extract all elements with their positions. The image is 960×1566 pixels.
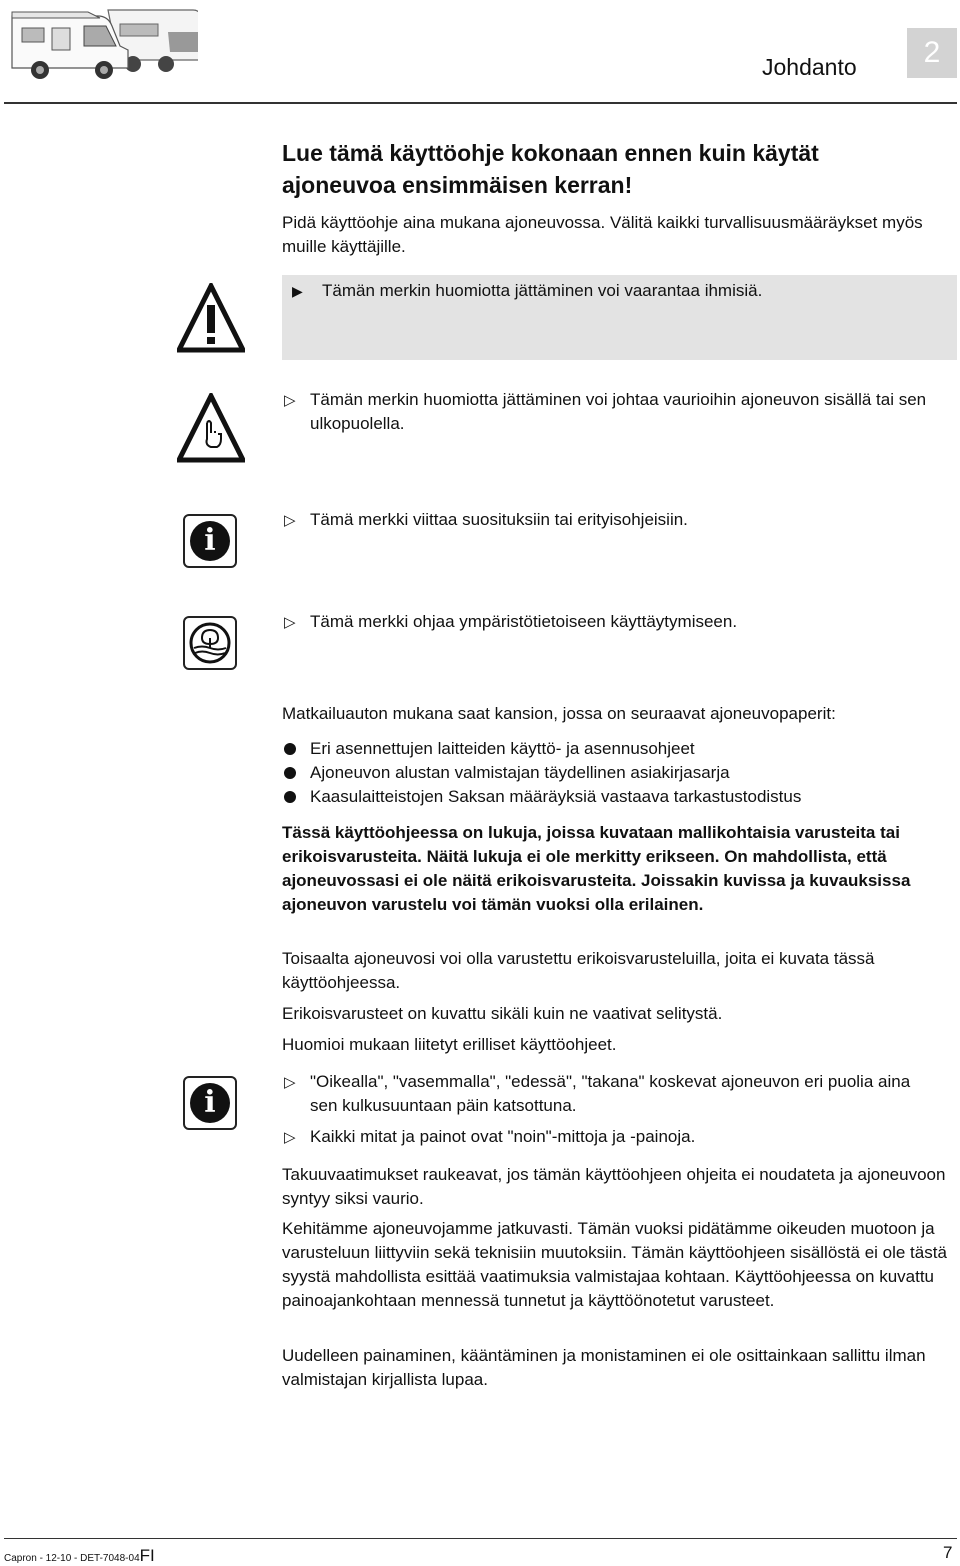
chapter-title: Johdanto [762,54,857,80]
intro-paragraph: Pidä käyttöohje aina mukana ajoneuvossa. Välitä kaikki turvallisuusmääräykset myös muille käyttäjille. [282,213,923,256]
intro-heading: Lue tämä käyttöohje kokonaan ennen kuin käytät ajoneuvoa ensimmäisen kerran! [282,140,819,198]
page-number: 7 [943,1543,953,1562]
header-rule [4,102,957,104]
triangle-icon: ▷ [284,1074,296,1091]
footer-doc-code: Capron - 12-10 - DET-7048-04 [4,1553,140,1564]
triangle-icon: ▷ [284,1129,296,1146]
list-item: Eri asennettujen laitteiden käyttö- ja asennusohjeet [310,739,695,758]
caution-text: Tämän merkin huomiotta jättäminen voi johtaa vaurioihin ajoneuvon sisällä tai sen ulkopuolella. [310,390,927,433]
paragraph: Toisaalta ajoneuvosi voi olla varustettu erikoisvarusteluilla, joita ei kuvata tässä käyttöohjeessa. [282,949,875,992]
warning-icon [177,283,245,353]
triangle-icon: ▷ [284,614,296,631]
paragraph: Uudelleen painaminen, kääntäminen ja monistaminen ei ole osittainkaan sallittu ilman valmistajan kirjallista lupaa. [282,1346,926,1389]
paragraph: Huomioi mukaan liitetyt erilliset käyttöohjeet. [282,1035,617,1054]
bold-paragraph: Tässä käyttöohjeessa on lukuja, joissa kuvataan mallikohtaisia varusteita tai erikoisvarusteita. Näitä lukuja ei ole merkitty erikseen. On mahdollista, että ajoneuvossasi ei ole näitä erikoisvarusteita. Joissakin kuvissa ja kuvauksissa ajoneuvon varustelu voi tämän vuoksi olla erilainen. [282,823,911,914]
note-text: Kaikki mitat ja painot ovat "noin"-mittoja ja -painoja. [310,1127,696,1146]
footer-rule [4,1538,957,1539]
caution-hand-icon [177,393,245,463]
environment-icon [183,616,237,670]
paragraph: Kehitämme ajoneuvojamme jatkuvasti. Tämän vuoksi pidätämme oikeuden muotoon ja varusteluun liittyviin sekä teknisiin muutoksiin. Tämän käyttöohjeen sisällöstä ei ole tästä syystä mahdollista esittää vaatimuksia valmistajaa kohtaan. Käyttöohjeessa on kuvattu painoajankohtaan mennessä tunnetut ja käyttöönotetut varusteet. [282,1219,947,1310]
paragraph: Erikoisvarusteet on kuvattu sikäli kuin ne vaativat selitystä. [282,1004,723,1023]
papers-intro: Matkailuauton mukana saat kansion, jossa on seuraavat ajoneuvopaperit: [282,704,836,723]
footer-code [4,1546,155,1566]
bullet-icon [284,791,296,803]
info-text: Tämä merkki viittaa suosituksiin tai erityisohjeisiin. [310,510,688,529]
paragraph: Takuuvaatimukset raukeavat, jos tämän käyttöohjeen ohjeita ei noudateta ja ajoneuvoon syntyy siksi vaurio. [282,1165,946,1208]
note-text: "Oikealla", "vasemmalla", "edessä", "takana" koskevat ajoneuvon eri puolia aina sen kulkusuuntaan päin katsottuna. [310,1072,911,1115]
filled-triangle-icon: ▶ [292,283,303,299]
environment-text: Tämä merkki ohjaa ympäristötietoiseen käyttäytymiseen. [310,612,738,631]
list-item: Ajoneuvon alustan valmistajan täydellinen asiakirjasarja [310,763,730,782]
bullet-icon [284,743,296,755]
triangle-icon: ▷ [284,392,296,409]
info-icon: i [183,1076,237,1130]
footer-language: FI [139,1546,155,1565]
chapter-number-box [907,28,957,78]
warning-text: Tämän merkin huomiotta jättäminen voi vaarantaa ihmisiä. [322,281,763,300]
chapter-number: 2 [923,36,941,69]
bullet-icon [284,767,296,779]
list-item: Kaasulaitteistojen Saksan määräyksiä vastaava tarkastustodistus [310,787,802,806]
triangle-icon: ▷ [284,512,296,529]
motorhome-illustration [8,2,198,80]
info-icon: i [183,514,237,568]
